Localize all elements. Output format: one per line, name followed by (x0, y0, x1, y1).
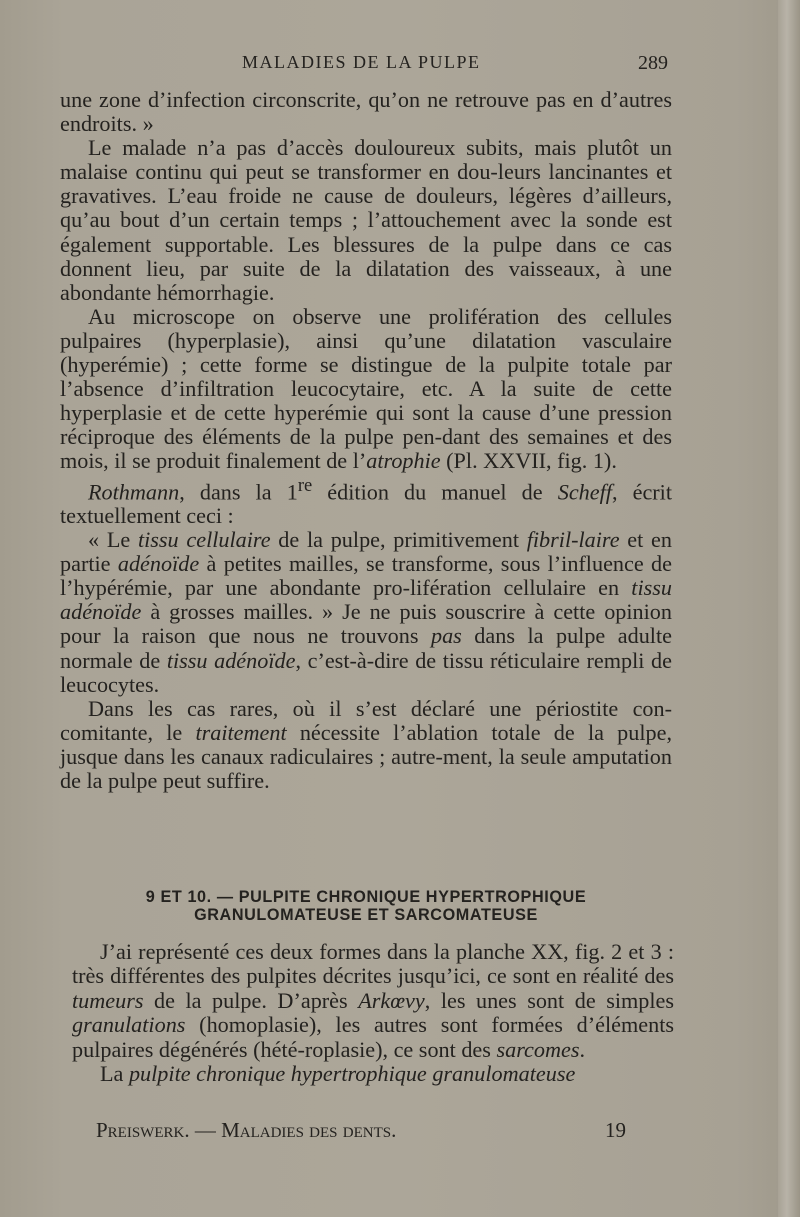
body-paragraph-3: Au microscope on observe une prolifération des cellules pulpaires (hyperplasie), ainsi qu’une dilatation vasculaire (hyperémie) ; cette forme se distingue de la pulpite totale par l’absence d’infiltration leucocytaire, etc. A la suite de cette hyperplasie et de cette hyperémie qui sont la cause d’une pression réciproque des éléments de la pulpe pen-dant des semaines et des mois, il se produit finalement de l’atrophie (Pl. XXVII, fig. 1). (60, 303, 672, 474)
signature-mark: 19 (605, 1118, 626, 1142)
running-title: MALADIES DE LA PULPE (242, 52, 481, 72)
footer-signature: Preiswerk. — Maladies des dents. (96, 1118, 397, 1142)
section-paragraph-1: J’ai représenté ces deux formes dans la planche XX, fig. 2 et 3 : très différentes des pulpites décrites jusqu’ici, ce sont en réalité des tumeurs de la pulpe. D’après Arkœvy, les unes sont de simples granulations (homoplasie), les autres sont formées d’éléments pulpaires dégénérés (hété-roplasie), ce sont des sarcomes. (72, 939, 674, 1062)
page-number: 289 (638, 52, 668, 74)
body-paragraph-5: « Le tissu cellulaire de la pulpe, primitivement fibril-laire et en partie adénoïde à petites mailles, se transforme, sous l’influence de l’hypérémie, par une abondante pro-lifération cellulaire en tissu adénoïde à grosses mailles. » Je ne puis souscrire à cette opinion pour la raison que nous ne trouvons pas dans la pulpe adulte normale de tissu adénoïde, c’est-à-dire de tissu réticulaire rempli de leucocytes. (60, 527, 672, 697)
page-footer (96, 1118, 626, 1146)
section-paragraph-2: La pulpite chronique hypertrophique granulomateuse (100, 1061, 576, 1087)
body-text (60, 88, 672, 793)
body-text-section (72, 940, 674, 1086)
body-paragraph-6: Dans les cas rares, où il s’est déclaré une périostite con-comitante, le traitement nécessite l’ablation totale de la pulpe, jusque dans les canaux radiculaires ; autre-ment, la seule amputation de la pulpe peut suffire. (60, 695, 672, 794)
body-paragraph-4: Rothmann, dans la 1re édition du manuel de Scheff, écrit textuellement ceci : (60, 475, 673, 528)
body-paragraph-2: Le malade n’a pas d’accès douloureux subits, mais plutôt un malaise continu qui peut se transformer en dou-leurs lancinantes et gravatives. L’eau froide ne cause de douleurs, légères d’ailleurs, qu’au bout d’un certain temps ; l’attouchement avec la sonde est également supportable. Les blessures de la pulpe dans ce cas donnent lieu, par suite de la dilatation des vaisseaux, à une abondante hémorrhagie. (60, 135, 672, 305)
section-heading (60, 888, 672, 924)
running-header (60, 52, 668, 80)
section-heading-line-1: 9 ET 10. — PULPITE CHRONIQUE HYPERTROPHIQUE (145, 888, 587, 906)
page-edge (778, 0, 800, 1217)
body-paragraph-1: une zone d’infection circonscrite, qu’on ne retrouve pas en d’autres endroits. » (60, 87, 672, 137)
section-heading-line-2: GRANULOMATEUSE ET SARCOMATEUSE (194, 906, 538, 924)
